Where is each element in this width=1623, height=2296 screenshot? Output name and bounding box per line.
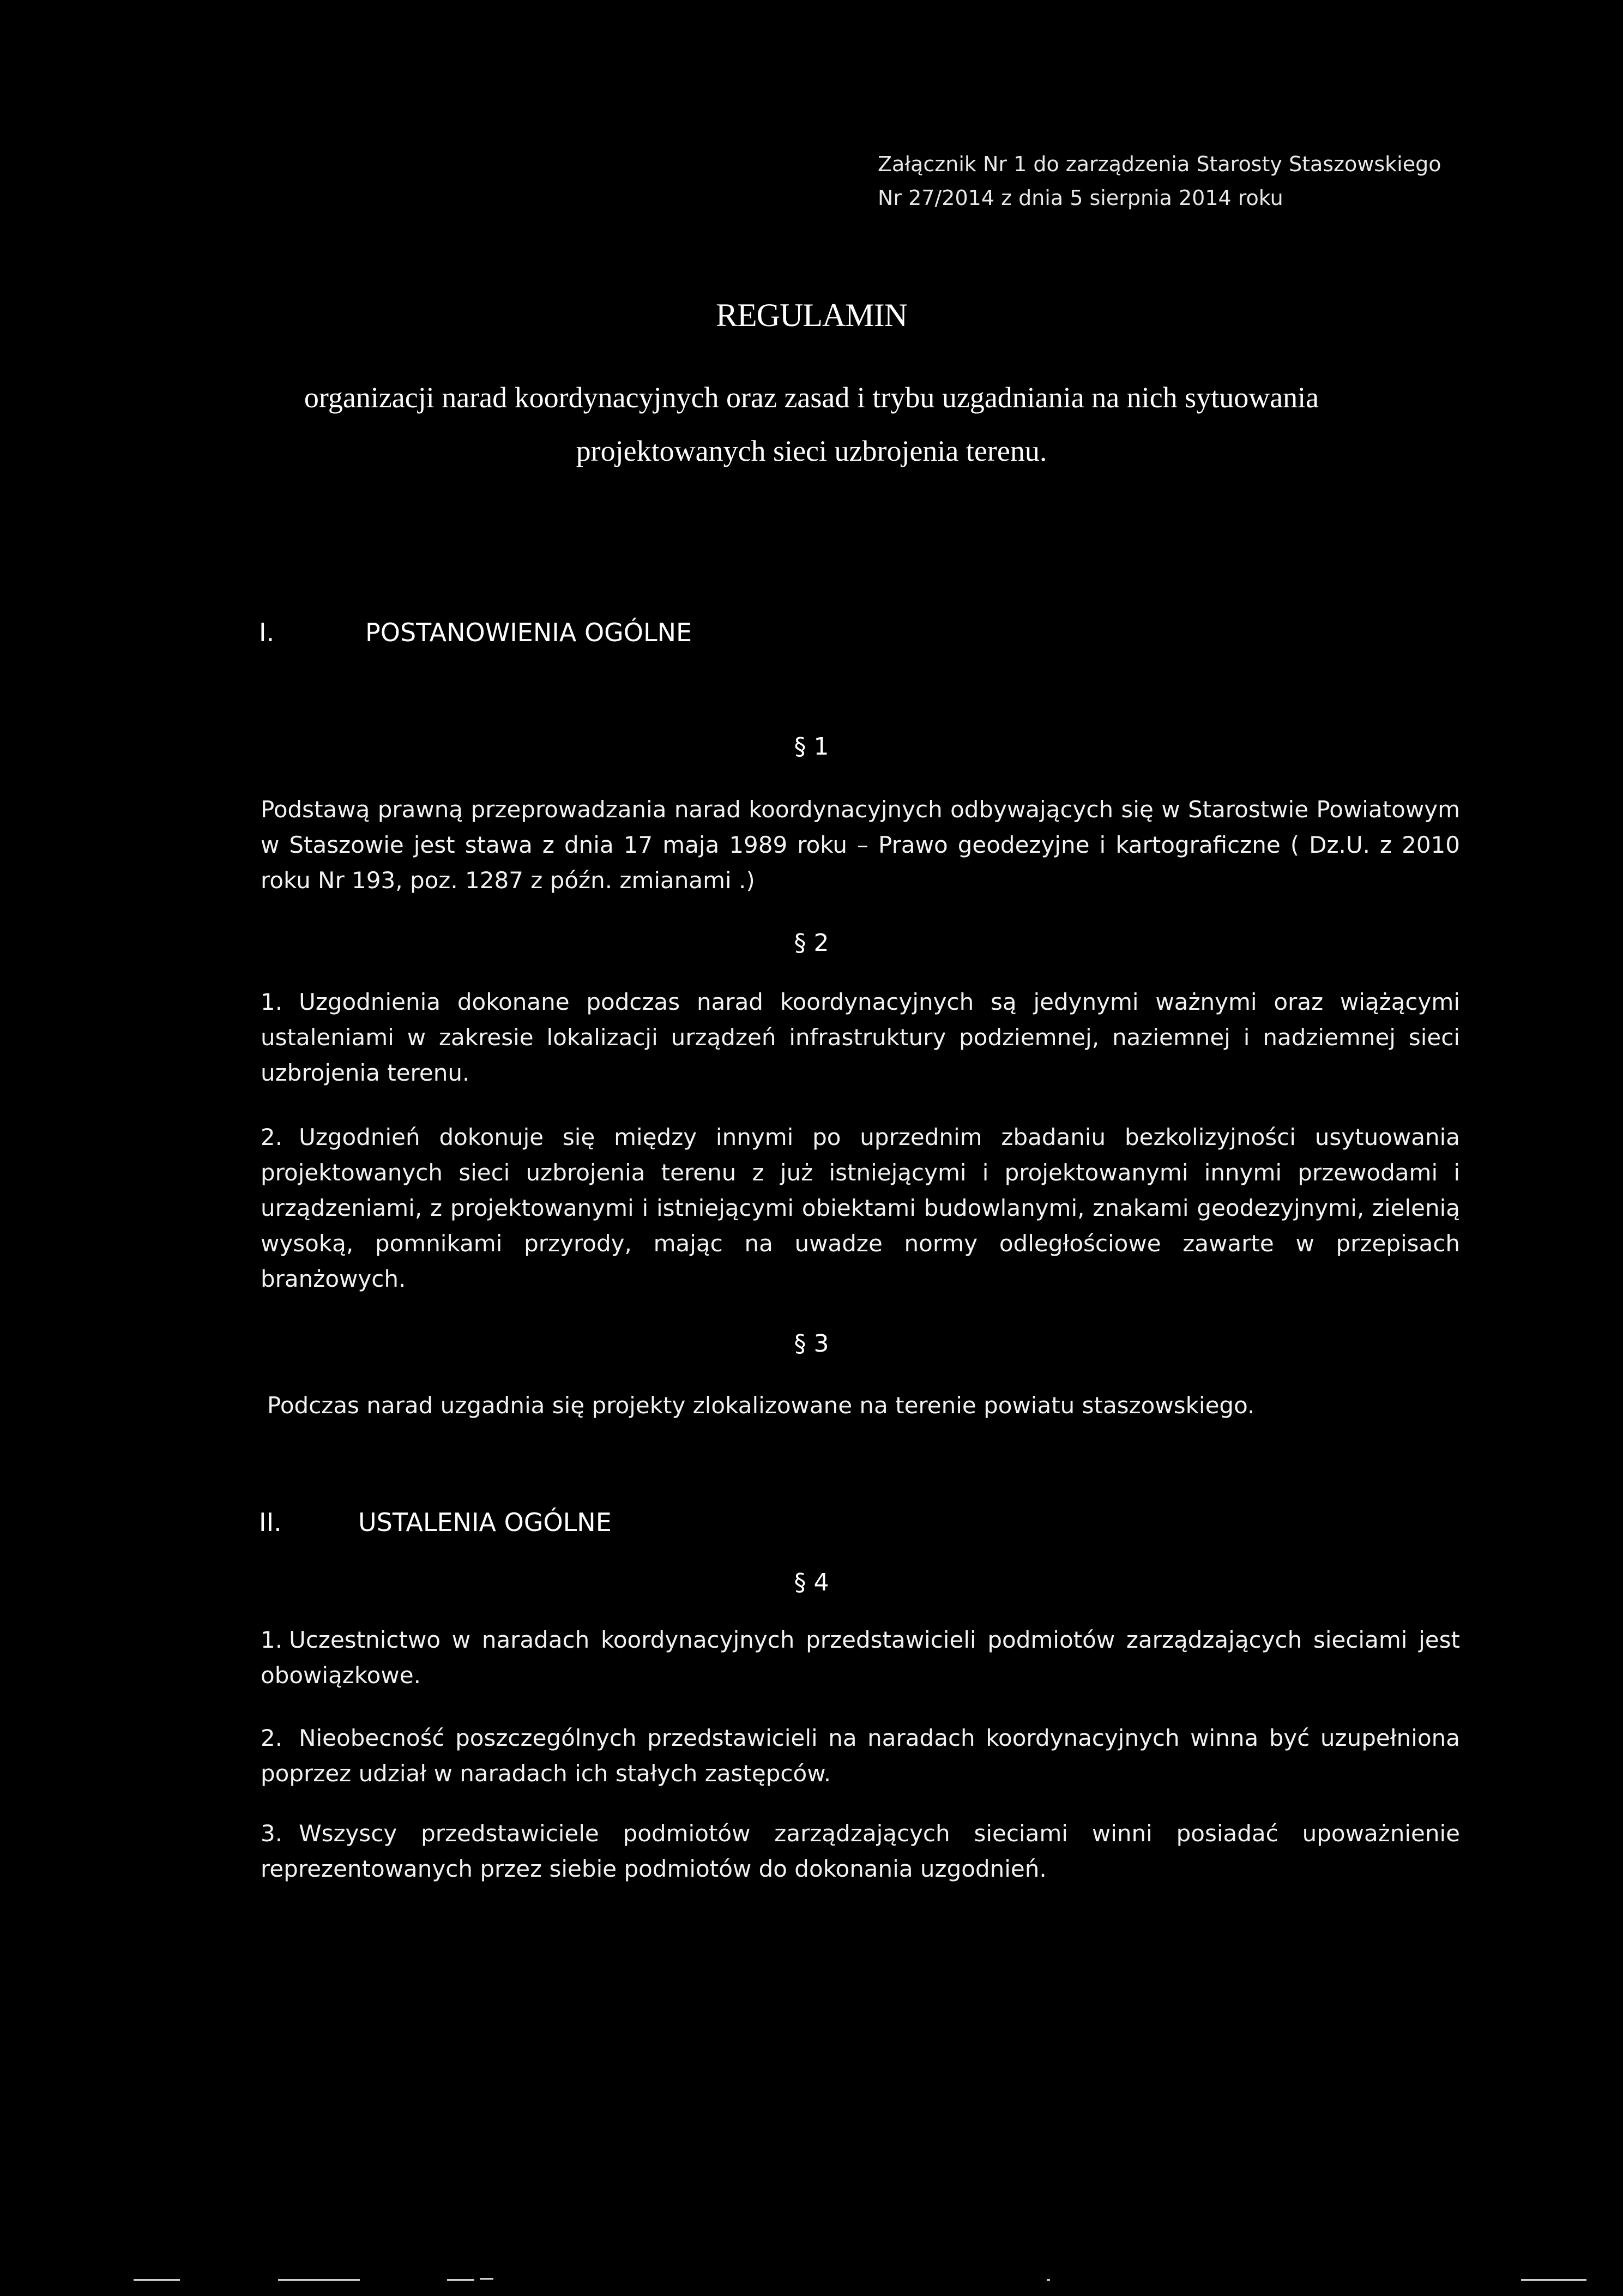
section-title: POSTANOWIENIA OGÓLNE [365,618,692,647]
section-title: USTALENIA OGÓLNE [358,1508,612,1537]
list-item-text: Uczestnictwo w naradach koordynacyjnych przedstawicieli podmiotów zarządzających sieciami jest obowiązkowe. [261,1626,1460,1689]
paragraph-mark-2: § 2 [794,929,829,957]
paragraph-mark-1: § 1 [794,733,829,761]
list-item-text: Nieobecność poszczególnych przedstawicieli na naradach koordynacyjnych winna być uzupełniona poprzez udział w naradach ich stałych zastępców. [261,1725,1460,1787]
list-item-text: Wszyscy przedstawiciele podmiotów zarządzających sieciami winni posiadać upoważnienie reprezentowanych przez siebie podmiotów do dokonania uzgodnień. [261,1820,1460,1882]
section-number: I. [259,618,275,647]
list-item [261,984,1460,1090]
subtitle-line-2: projektowanych sieci uzbrojenia terenu. [576,435,1047,467]
list-item [261,1720,1460,1791]
list-item-number: 1. [261,989,283,1015]
attachment-note-line-2: Nr 27/2014 z dnia 5 sierpnia 2014 roku [878,186,1283,210]
list-item-text: Uzgodnień dokonuje się między innymi po uprzednim zbadaniu bezkolizyjności usytuowania projektowanych sieci uzbrojenia terenu z już istniejącymi i projektowanymi innymi przewodami i urządzeniami, z projektowanymi i istniejącymi obiektami budowlanymi, znakami geodezyjnymi, zielenią wysoką, pomnikami przyrody, mając na uwadze normy odległościowe zawarte w przepisach branżowych. [261,1124,1460,1292]
attachment-header-note [878,147,1441,215]
subtitle-line-1: organizacji narad koordynacyjnych oraz zasad i trybu uzgadniania na nich sytuowania [304,381,1319,414]
footer-rule [134,2279,180,2281]
list-item [261,1816,1460,1887]
paragraph-1-text: Podstawą prawną przeprowadzania narad koordynacyjnych odbywających się w Starostwie Powiatowym w Staszowie jest stawa z dnia 17 maja 1989 roku – Prawo geodezyjne i kartograficzne ( Dz.U. z 2010 roku Nr 193, poz. 1287 z późn. zmianami .) [261,796,1460,894]
list-item-number: 2. [261,1124,283,1150]
document-title: REGULAMIN [716,297,907,333]
list-item-number: 1. [261,1626,283,1653]
list-item-number: 2. [261,1725,283,1751]
list-item [261,1622,1460,1693]
footer-rule [480,2278,493,2280]
document-subtitle [0,371,1623,478]
footer-dot [1047,2279,1050,2281]
section-heading-2 [259,1506,804,1539]
section-number: II. [259,1508,282,1537]
list-item [261,1119,1460,1297]
footer-rule [1521,2279,1586,2281]
paragraph-3-text: Podczas narad uzgadnia się projekty zlokalizowane na terenie powiatu staszowskiego. [267,1392,1255,1419]
footer-rule [447,2279,474,2281]
attachment-note-line-1: Załącznik Nr 1 do zarządzenia Starosty Staszowskiego [878,152,1441,176]
footer-rule [278,2279,360,2281]
paragraph-mark-4: § 4 [794,1569,829,1596]
paragraph-mark-3: § 3 [794,1330,829,1358]
list-item-text: Uzgodnienia dokonane podczas narad koordynacyjnych są jedynymi ważnymi oraz wiążącymi ustaleniami w zakresie lokalizacji urządzeń infrastruktury podziemnej, naziemnej i nadziemnej sieci uzbrojenia terenu. [261,989,1460,1086]
list-item-number: 3. [261,1820,283,1847]
section-heading-1 [259,616,804,649]
